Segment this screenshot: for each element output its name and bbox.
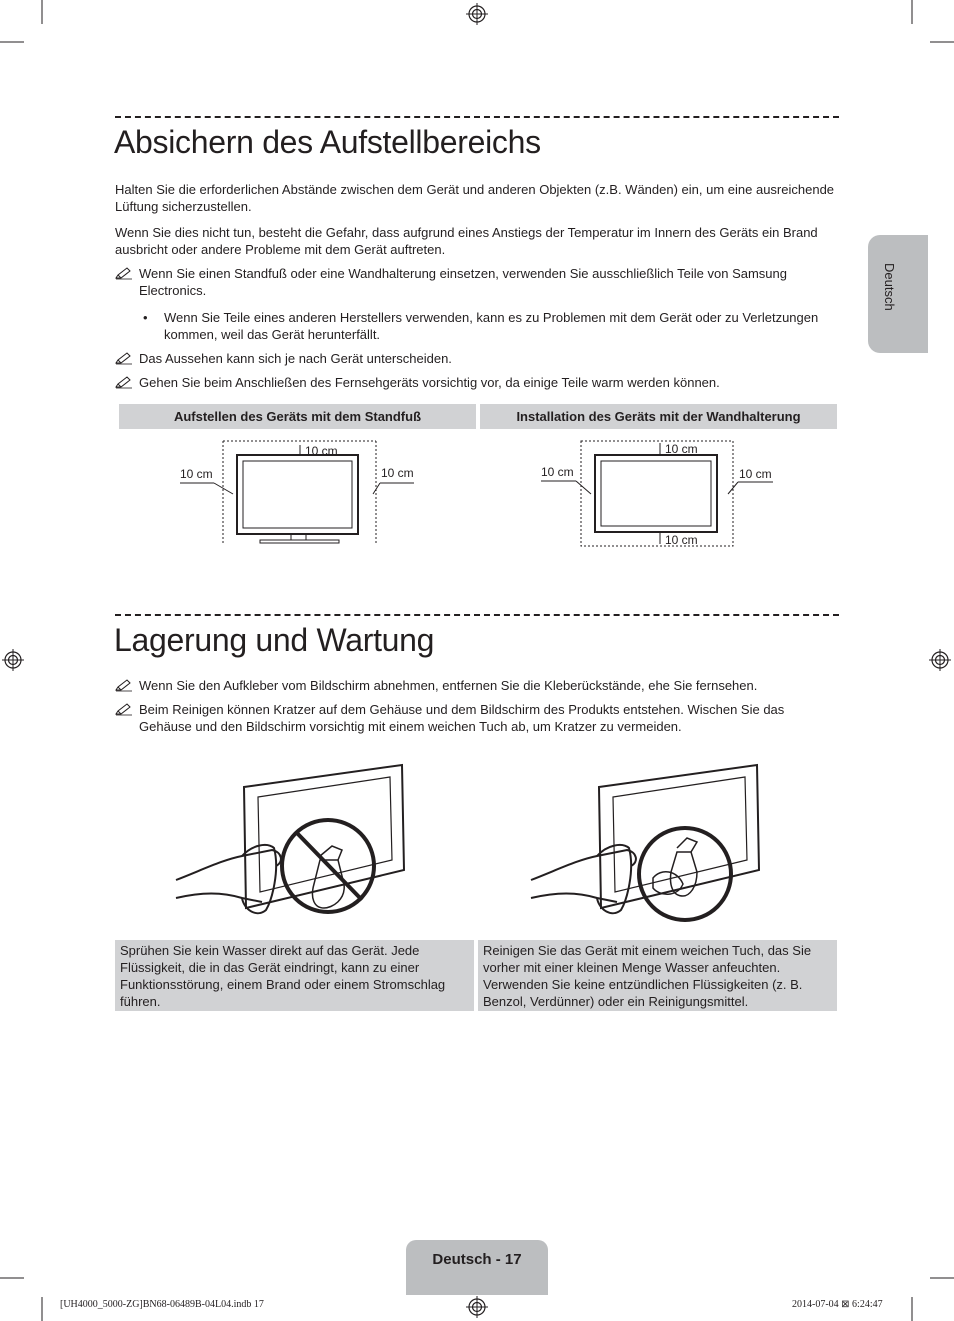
note-pencil-icon [115,678,133,692]
note-text: Gehen Sie beim Anschließen des Fernsehgeräts vorsichtig vor, da einige Teile warm werden können. [139,375,720,390]
note-pencil-icon [115,702,133,716]
note-text: Beim Reinigen können Kratzer auf dem Gehäuse und dem Bildschirm des Produkts entstehen. Wischen Sie das Gehäuse und den Bildschirm vorsichtig mit einem weichen Tuch ab, um Kratzer zu vermeiden. [139,702,785,734]
registration-mark-icon [466,1296,488,1318]
dimension-left: 10 cm [180,467,213,481]
wall-clearance-diagram [538,436,778,551]
registration-mark-icon [2,649,24,671]
section-title: Absichern des Aufstellbereichs [114,124,541,160]
dimension-top: 10 cm [305,444,338,458]
note-pencil-icon [115,375,133,389]
bullet-text: Wenn Sie Teile eines anderen Herstellers verwenden, kann es zu Problemen mit dem Gerät oder zu Verletzungen kommen, weil das Gerät herunterfällt. [164,310,819,342]
language-tab [868,235,928,353]
table-header-stand: Aufstellen des Geräts mit dem Standfuß [119,404,476,429]
registration-mark-icon [466,3,488,25]
dimension-right: 10 cm [381,466,414,480]
dimension-bottom: 10 cm [665,533,698,547]
table-header-wall: Installation des Geräts mit der Wandhalterung [480,404,837,429]
dimension-left: 10 cm [541,465,574,479]
note-text: Wenn Sie einen Standfuß oder eine Wandhalterung einsetzen, verwenden Sie ausschließlich Teile von Samsung Electronics. [139,266,787,298]
paragraph: Wenn Sie dies nicht tun, besteht die Gefahr, dass aufgrund eines Anstiegs der Temperatur im Innern des Geräts ein Brand ausbricht oder andere Probleme mit dem Gerät auftreten. [115,225,818,257]
language-tab-label: Deutsch [882,263,897,311]
paragraph: Halten Sie die erforderlichen Abstände zwischen dem Gerät und anderen Objekten (z.B. Wänden) ein, um eine ausreichende Lüftung sicherzustellen. [115,182,835,214]
no-spray-icon [172,760,412,930]
bullet-dot: • [143,310,148,325]
stand-clearance-diagram [170,436,430,556]
note-text: Wenn Sie den Aufkleber vom Bildschirm abnehmen, entfernen Sie die Kleberückstände, ehe Sie fernsehen. [139,678,758,693]
registration-mark-icon [929,649,951,671]
print-timestamp: 2014-07-04 ⊠ 6:24:47 [792,1299,883,1310]
section-divider [115,116,839,118]
note-pencil-icon [115,266,133,280]
note-text: Das Aussehen kann sich je nach Gerät unterscheiden. [139,351,452,366]
caption-cloth: Reinigen Sie das Gerät mit einem weichen Tuch, das Sie vorher mit einer kleinen Menge Wasser anfeuchten. Verwenden Sie keine entzündlichen Flüssigkeiten (z. B. Benzol, Verdünner) oder ein Reinigungsmittel. [478,940,837,1011]
dimension-right: 10 cm [739,467,772,481]
section-title: Lagerung und Wartung [114,622,435,658]
page-number-tab: Deutsch - 17 [406,1240,548,1295]
file-info: [UH4000_5000-ZG]BN68-06489B-04L04.indb 17 [60,1299,264,1310]
note-pencil-icon [115,351,133,365]
section-divider [115,614,839,616]
spray-cloth-icon [527,760,767,930]
dimension-top: 10 cm [665,442,698,456]
caption-no-spray: Sprühen Sie kein Wasser direkt auf das Gerät. Jede Flüssigkeit, die in das Gerät eindringt, kann zu einer Funktionsstörung, einem Brand oder einem Stromschlag führen. [115,940,474,1011]
